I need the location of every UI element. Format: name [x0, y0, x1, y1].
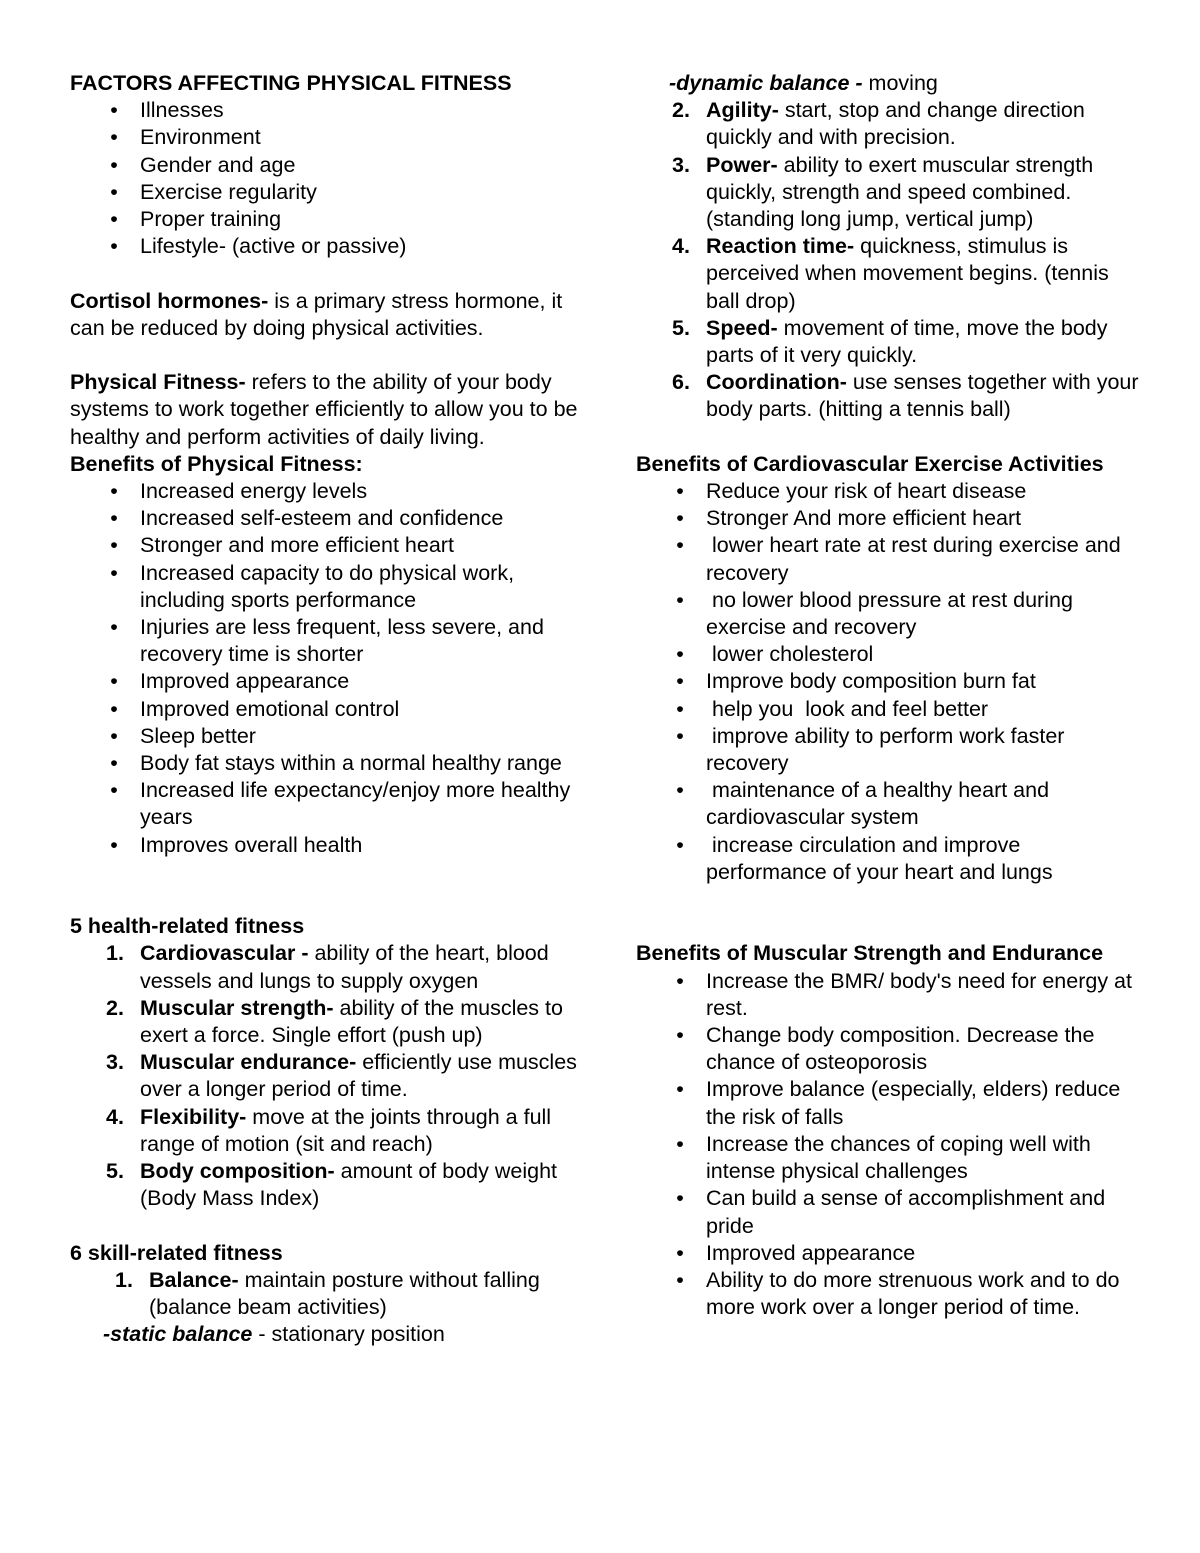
list-item: • lower cholesterol	[636, 641, 1146, 668]
bullet-icon: •	[676, 669, 684, 694]
list-item: • no lower blood pressure at rest during exercise and recovery	[636, 587, 1146, 641]
bullet-icon: •	[110, 832, 118, 857]
left-column	[70, 70, 580, 1348]
static-balance-line: -static balance - stationary position	[103, 1322, 445, 1347]
factors-list	[70, 97, 580, 260]
list-item: • increase circulation and improve performance of your heart and lungs	[636, 832, 1146, 886]
bullet-icon: •	[110, 533, 118, 558]
bullet-icon: •	[110, 696, 118, 721]
list-item: • Improved appearance	[70, 668, 580, 695]
list-item: • Improved appearance	[636, 1240, 1146, 1267]
benefits-physical-fitness-heading: Benefits of Physical Fitness:	[70, 451, 363, 476]
list-item: 3. Muscular endurance- efficiently use muscles over a longer period of time.	[106, 1050, 577, 1102]
bullet-icon: •	[676, 506, 684, 531]
bullet-icon: •	[676, 1077, 684, 1102]
bullet-icon: •	[676, 1186, 684, 1211]
bullet-icon: •	[110, 669, 118, 694]
skill-related-heading: 6 skill-related fitness	[70, 1240, 283, 1265]
list-item: 2. Muscular strength- ability of the muscles to exert a force. Single effort (push up)	[106, 995, 563, 1048]
bullet-icon: •	[676, 479, 684, 504]
list-item: • Gender and age	[70, 152, 580, 179]
list-item: • Reduce your risk of heart disease	[636, 478, 1146, 505]
factors-heading: FACTORS AFFECTING PHYSICAL FITNESS	[70, 71, 512, 95]
list-item: 4. Flexibility- move at the joints through a full range of motion (sit and reach)	[106, 1104, 552, 1156]
list-item: 3. Power- ability to exert muscular strength quickly, strength and speed combined. (standing long jump, vertical jump)	[672, 152, 1094, 232]
dynamic-balance-line: -dynamic balance - moving	[669, 71, 938, 95]
list-item: • Stronger And more efficient heart	[636, 505, 1146, 532]
list-item: • Improves overall health	[70, 832, 580, 859]
list-item: • Increased self-esteem and confidence	[70, 505, 580, 532]
list-item: • Increase the BMR/ body's need for energy at rest.	[636, 968, 1146, 1022]
list-item: 1. Balance- maintain posture without falling (balance beam activities)	[115, 1267, 540, 1320]
cortisol-paragraph: Cortisol hormones- is a primary stress hormone, it can be reduced by doing physical activities.	[70, 288, 563, 340]
bullet-icon: •	[676, 968, 684, 993]
list-item: • Increase the chances of coping well with intense physical challenges	[636, 1131, 1146, 1185]
list-item: • Increased capacity to do physical work, including sports performance	[70, 560, 580, 614]
list-item: • Stronger and more efficient heart	[70, 532, 580, 559]
list-item: • Environment	[70, 124, 580, 151]
benefits-physical-fitness-list	[70, 478, 580, 859]
bullet-icon: •	[110, 152, 118, 177]
bullet-icon: •	[110, 234, 118, 259]
list-item: • Can build a sense of accomplishment and pride	[636, 1185, 1146, 1239]
list-item: • Sleep better	[70, 723, 580, 750]
bullet-icon: •	[676, 1267, 684, 1292]
bullet-icon: •	[676, 778, 684, 803]
list-item: • Improved emotional control	[70, 696, 580, 723]
health-related-list	[70, 940, 580, 1212]
list-item: • Body fat stays within a normal healthy range	[70, 750, 580, 777]
list-item: • Lifestyle- (active or passive)	[70, 233, 580, 260]
list-item: • Proper training	[70, 206, 580, 233]
health-related-heading: 5 health-related fitness	[70, 914, 305, 939]
skill-related-list	[70, 1267, 580, 1321]
list-item: • improve ability to perform work faster recovery	[636, 723, 1146, 777]
bullet-icon: •	[110, 751, 118, 776]
list-item: 5. Body composition- amount of body weight (Body Mass Index)	[106, 1159, 557, 1211]
bullet-icon: •	[110, 615, 118, 640]
list-item: • Improve body composition burn fat	[636, 668, 1146, 695]
list-item: • Improve balance (especially, elders) reduce the risk of falls	[636, 1076, 1146, 1130]
right-column	[636, 70, 1146, 1321]
physical-fitness-paragraph: Physical Fitness- refers to the ability of your body systems to work together efficiently to allow you to be healthy and perform activities of daily living.	[70, 370, 578, 449]
list-item: • Exercise regularity	[70, 179, 580, 206]
list-item: • Ability to do more strenuous work and to do more work over a longer period of time.	[636, 1267, 1146, 1321]
bullet-icon: •	[110, 479, 118, 504]
skill-related-list-continued	[636, 97, 1146, 423]
bullet-icon: •	[676, 1023, 684, 1048]
bullet-icon: •	[110, 179, 118, 204]
bullet-icon: •	[676, 1240, 684, 1265]
list-item: 4. Reaction time- quickness, stimulus is perceived when movement begins. (tennis ball drop)	[672, 234, 1109, 313]
list-item: • lower heart rate at rest during exercise and recovery	[636, 532, 1146, 586]
list-item: • Change body composition. Decrease the chance of osteoporosis	[636, 1022, 1146, 1076]
bullet-icon: •	[110, 778, 118, 803]
bullet-icon: •	[110, 560, 118, 585]
list-item: 1. Cardiovascular - ability of the heart, blood vessels and lungs to supply oxygen	[106, 941, 549, 993]
bullet-icon: •	[676, 723, 684, 748]
bullet-icon: •	[676, 587, 684, 612]
benefits-cardio-heading: Benefits of Cardiovascular Exercise Activities	[636, 451, 1104, 476]
bullet-icon: •	[676, 696, 684, 721]
list-item: 2. Agility- start, stop and change direction quickly and with precision.	[672, 98, 1085, 150]
bullet-icon: •	[110, 125, 118, 150]
list-item: • Injuries are less frequent, less severe, and recovery time is shorter	[70, 614, 580, 668]
list-item: • help you look and feel better	[636, 696, 1146, 723]
benefits-cardio-list	[636, 478, 1146, 886]
bullet-icon: •	[110, 98, 118, 123]
list-item: • maintenance of a healthy heart and cardiovascular system	[636, 777, 1146, 831]
list-item: • Increased energy levels	[70, 478, 580, 505]
benefits-muscular-heading: Benefits of Muscular Strength and Endurance	[636, 941, 1104, 966]
list-item: 6. Coordination- use senses together with your body parts. (hitting a tennis ball)	[672, 370, 1139, 422]
list-item: • Increased life expectancy/enjoy more healthy years	[70, 777, 580, 831]
list-item: 5. Speed- movement of time, move the body parts of it very quickly.	[672, 315, 1108, 368]
bullet-icon: •	[676, 1131, 684, 1156]
bullet-icon: •	[110, 723, 118, 748]
bullet-icon: •	[110, 207, 118, 232]
bullet-icon: •	[110, 506, 118, 531]
benefits-muscular-list	[636, 968, 1146, 1322]
bullet-icon: •	[676, 533, 684, 558]
bullet-icon: •	[676, 832, 684, 857]
bullet-icon: •	[676, 642, 684, 667]
list-item: • Illnesses	[70, 97, 580, 124]
